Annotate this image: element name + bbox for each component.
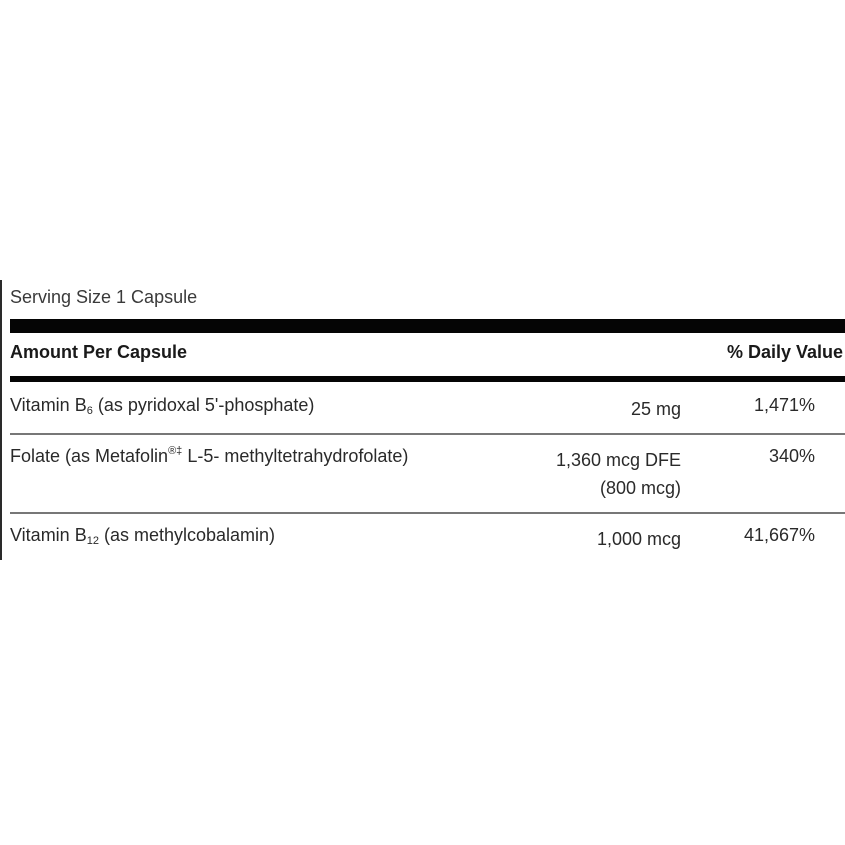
nutrient-row-vitamin-b6 — [10, 395, 845, 425]
supplement-facts-panel — [0, 280, 845, 560]
nutrient-name: Folate (as Metafolin®‡ L-5- methyltetrahydrofolate) — [10, 445, 409, 466]
nutrient-daily-value: 41,667% — [743, 525, 815, 545]
row-divider — [10, 433, 845, 435]
row-divider — [10, 512, 845, 514]
thick-divider — [10, 319, 845, 333]
nutrient-row-folate — [10, 446, 845, 506]
nutrient-amount: 1,360 mcg DFE (800 mcg) — [555, 450, 681, 498]
nutrient-name: Vitamin $B_{12}$ (as methylcobalamin) — [10, 525, 276, 547]
nutrient-daily-value: 340% — [768, 446, 815, 466]
nutrient-name: Vitamin $B_6$ (as pyridoxal 5'-phosphate) — [10, 395, 315, 417]
daily-value-header: % Daily Value — [726, 342, 843, 362]
nutrient-daily-value: 1,471% — [753, 395, 815, 415]
table-header — [10, 342, 845, 368]
nutrient-row-vitamin-b12 — [10, 525, 845, 555]
medium-divider — [10, 376, 845, 382]
amount-per-capsule-header: Amount Per Capsule — [10, 342, 188, 362]
serving-size: Serving Size 1 Capsule — [10, 287, 198, 307]
nutrient-amount: 25 mg — [630, 399, 681, 419]
nutrient-amount: 1,000 mcg — [596, 529, 681, 549]
